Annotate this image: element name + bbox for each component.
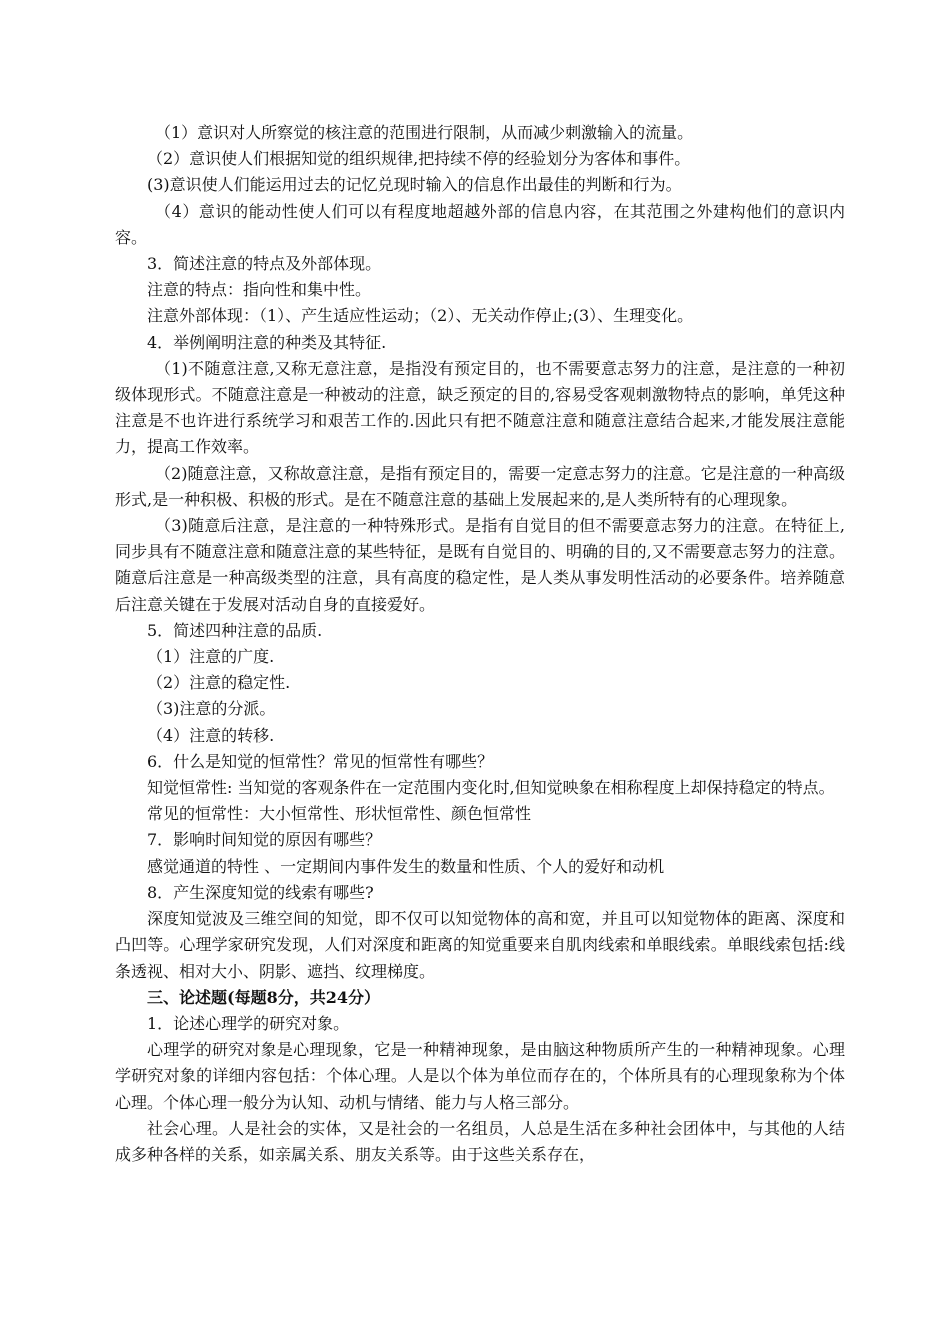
paragraph: 注意外部体现：（1）、产生适应性运动；（2）、无关动作停止;(3）、生理变化。 — [147, 306, 694, 326]
paragraph: 3．简述注意的特点及外部体现。 — [147, 254, 382, 274]
paragraph: 6．什么是知觉的恒常性？常见的恒常性有哪些？ — [147, 751, 494, 771]
paragraph: （4）意识的能动性使人们可以有程度地超越外部的信息内容，在其范围之外建构他们的意识内容。 — [115, 201, 845, 247]
paragraph: （3)注意的分派。 — [147, 699, 276, 719]
paragraph: （2)随意注意，又称故意注意，是指有预定目的，需要一定意志努力的注意。它是注意的一种高级形式,是一种积极、积极的形式。是在不随意注意的基础上发展起来的,是人类所特有的心理现象。 — [115, 463, 845, 509]
paragraph: (3)意识使人们能运用过去的记忆兑现时输入的信息作出最佳的判断和行为。 — [147, 175, 682, 195]
paragraph: 常见的恒常性：大小恒常性、形状恒常性、颜色恒常性 — [147, 804, 532, 824]
paragraph: （1)不随意注意,又称无意注意，是指没有预定目的，也不需要意志努力的注意，是注意的一种初级体现形式。不随意注意是一种被动的注意，缺乏预定的目的,容易受客观刺激物特点的影响，单凭这种注意是不也许进行系统学习和艰苦工作的.因此只有把不随意注意和随意注意结合起来,才能发展注意能力，提高工作效率。 — [115, 358, 845, 457]
paragraph: （4）注意的转移. — [147, 725, 275, 745]
paragraph: 知觉恒常性: 当知觉的客观条件在一定范围内变化时,但知觉映象在相称程度上却保持稳定的特点。 — [147, 778, 835, 798]
paragraph: （1）意识对人所察觉的核注意的范围进行限制，从而减少刺激输入的流量。 — [155, 123, 694, 142]
section-heading: 三、论述题(每题8分，共24分） — [147, 987, 380, 1007]
paragraph: （2）注意的稳定性. — [147, 673, 291, 693]
paragraph: 心理学的研究对象是心理现象，它是一种精神现象，是由脑这种物质所产生的一种精神现象。心理学研究对象的详细内容包括：个体心理。人是以个体为单位而存在的，个体所具有的心理现象称为个体心理。个体心理一般分为认知、动机与情绪、能力与人格三部分。 — [115, 1040, 845, 1112]
paragraph: 感觉通道的特性 、一定期间内事件发生的数量和性质、个人的爱好和动机 — [147, 856, 665, 876]
paragraph: 社会心理。人是社会的实体，又是社会的一名组员，人总是生活在多种社会团体中，与其他的人结成多种各样的关系，如亲属关系、朋友关系等。由于这些关系存在， — [115, 1118, 845, 1164]
paragraph: 注意的特点：指向性和集中性。 — [147, 280, 372, 300]
document-page — [115, 120, 845, 1168]
paragraph: （1）注意的广度. — [147, 647, 275, 667]
paragraph: 深度知觉波及三维空间的知觉，即不仅可以知觉物体的高和宽，并且可以知觉物体的距离、深度和凸凹等。心理学家研究发现，人们对深度和距离的知觉重要来自肌肉线索和单眼线索。单眼线索包括:线条透视、相对大小、阴影、遮挡、纹理梯度。 — [115, 909, 845, 981]
paragraph: 8．产生深度知觉的线索有哪些? — [147, 882, 374, 902]
paragraph: 1．论述心理学的研究对象。 — [147, 1013, 350, 1033]
paragraph: （2）意识使人们根据知觉的组织规律,把持续不停的经验划分为客体和事件。 — [147, 149, 691, 169]
paragraph: 7．影响时间知觉的原因有哪些？ — [147, 830, 382, 850]
paragraph: 4．举例阐明注意的种类及其特征. — [147, 332, 387, 352]
paragraph: （3)随意后注意，是注意的一种特殊形式。是指有自觉目的但不需要意志努力的注意。在特征上,同步具有不随意注意和随意注意的某些特征，是既有自觉目的、明确的目的,又不需要意志努力的注意。随意后注意是一种高级类型的注意，具有高度的稳定性，是人类从事发明性活动的必要条件。培养随意后注意关键在于发展对活动自身的直接爱好。 — [115, 516, 845, 614]
paragraph: 5．简述四种注意的品质. — [147, 620, 323, 640]
